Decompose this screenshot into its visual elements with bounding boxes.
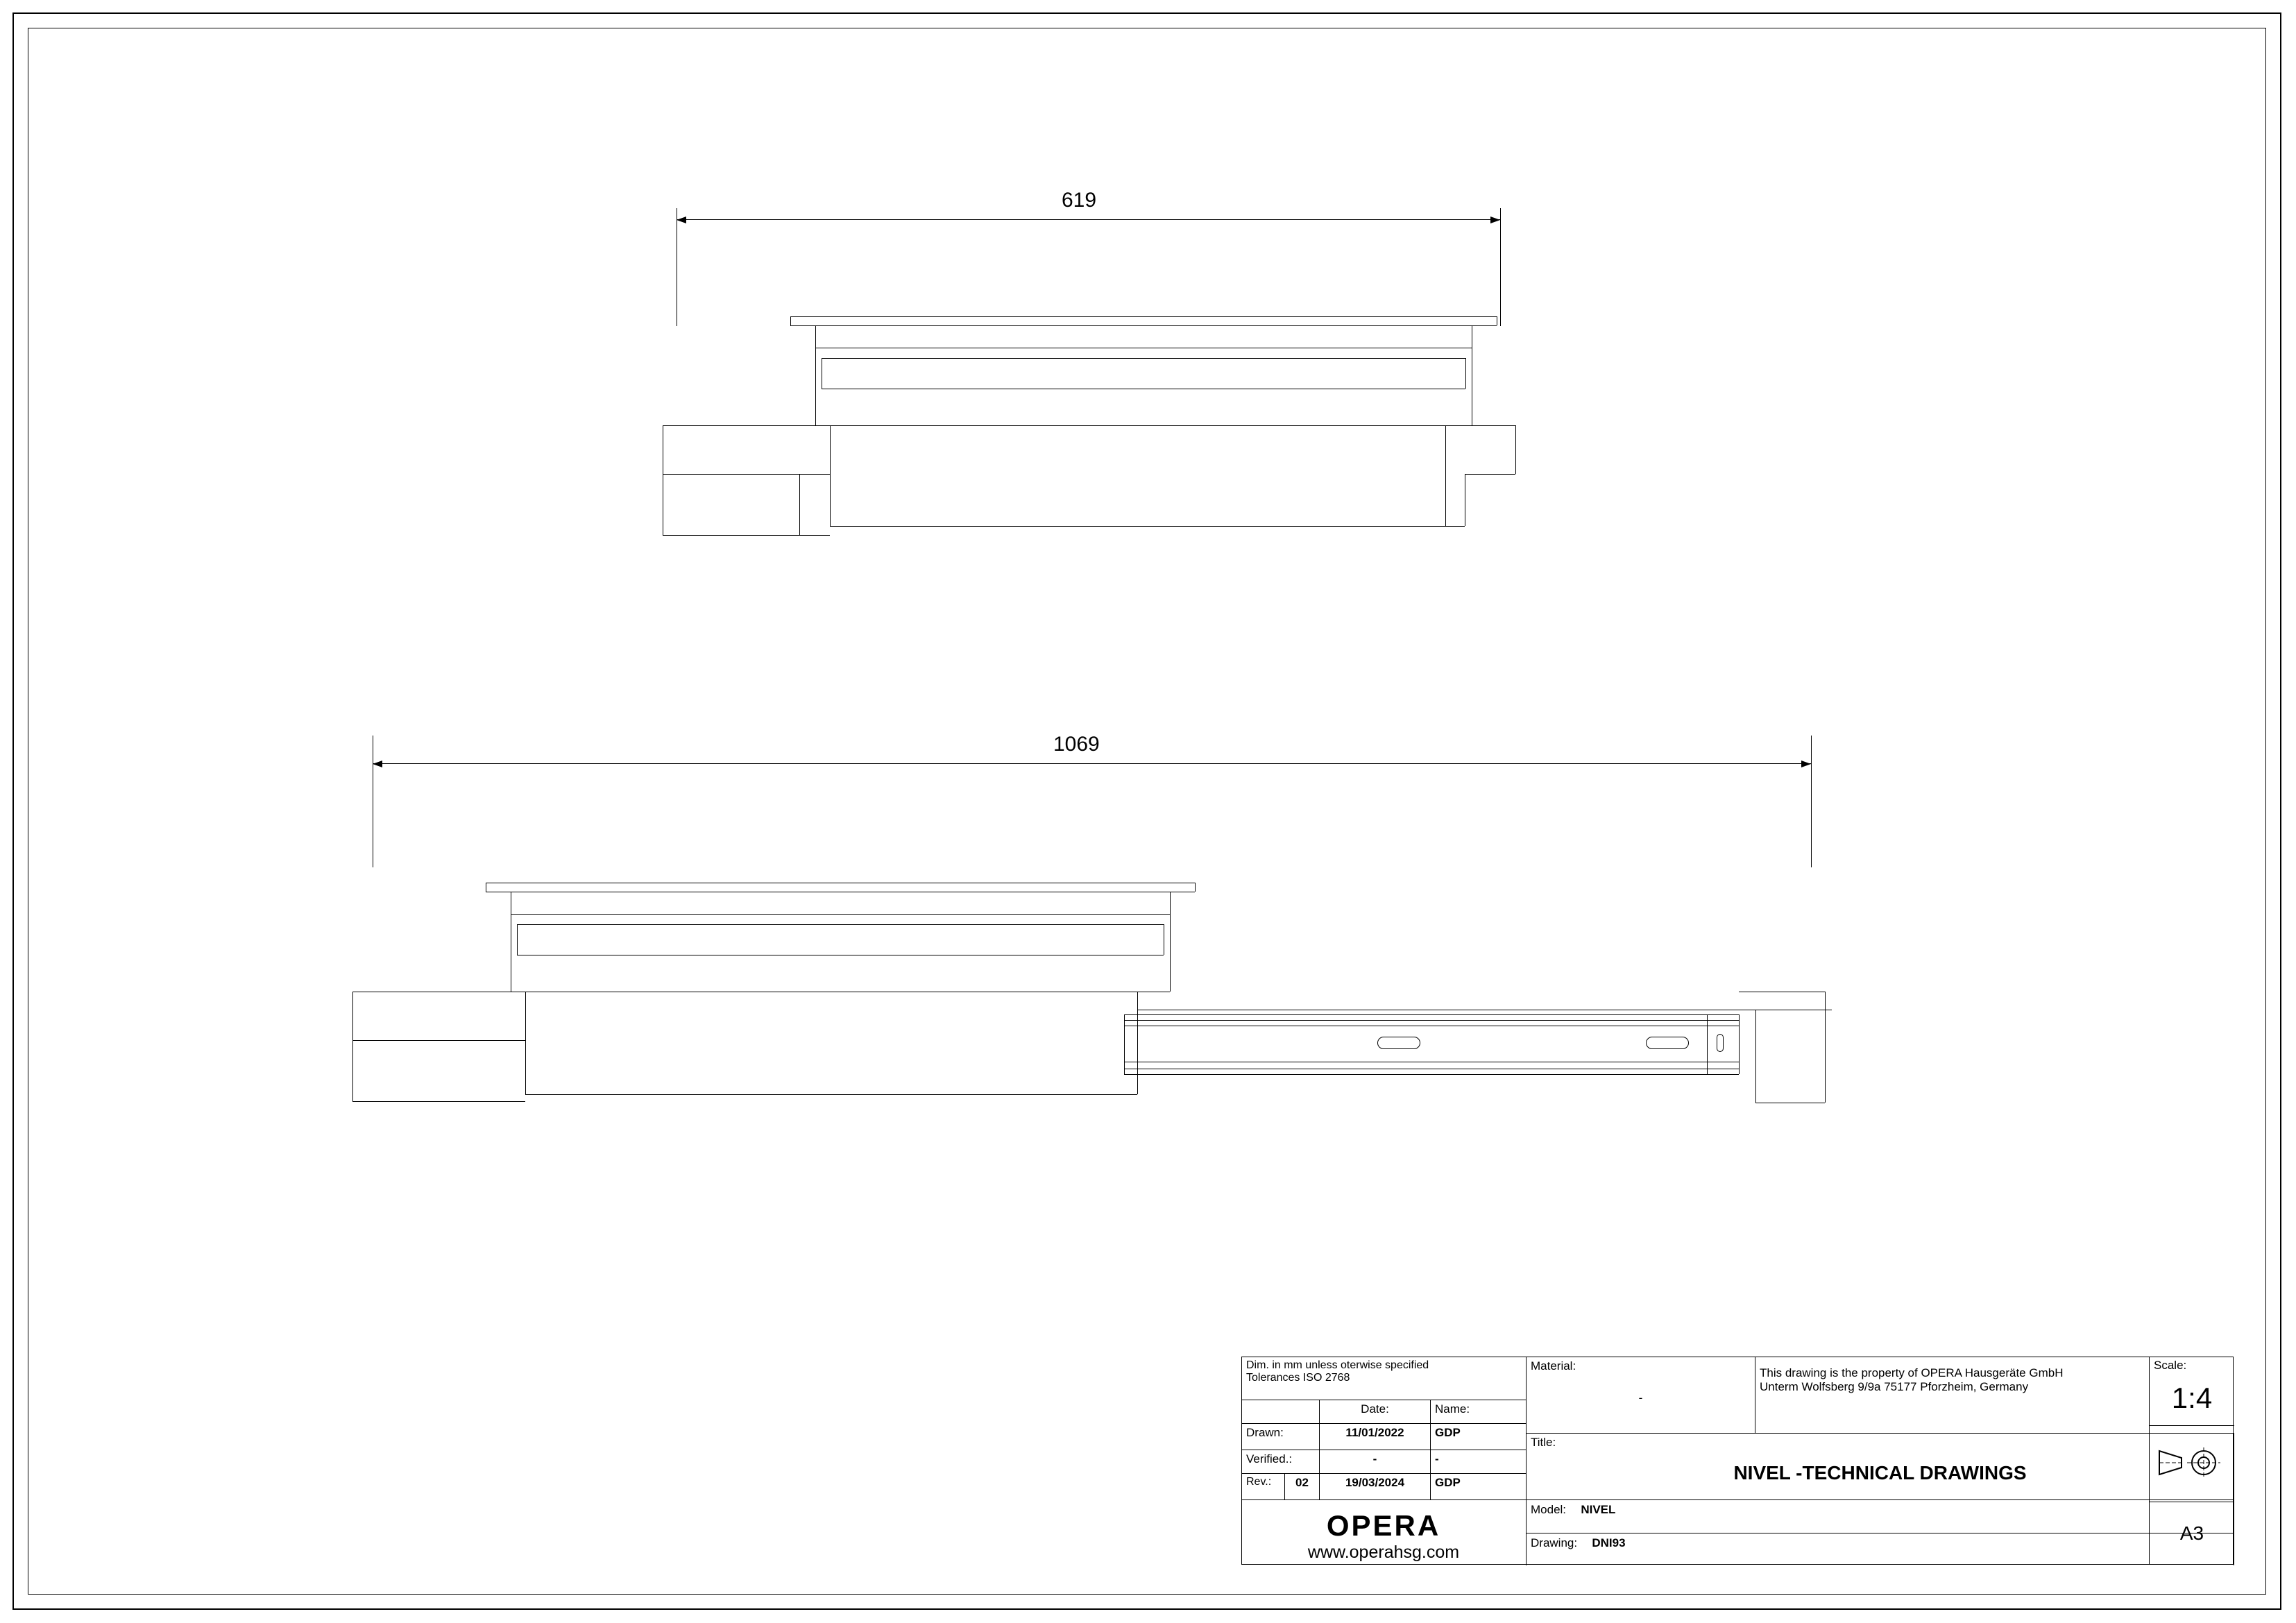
scale-format-column <box>2149 1357 2234 1565</box>
arrowhead-left-icon <box>677 216 686 223</box>
first-angle-projection-icon <box>2154 1447 2230 1479</box>
opera-website-url: www.operahsg.com <box>1307 1543 1460 1562</box>
body-band-left-edge <box>815 348 816 425</box>
left-bracket-bottom <box>352 1101 525 1102</box>
left-bracket-lower-left <box>352 1040 353 1101</box>
right-bracket-bottom <box>1445 526 1465 527</box>
opera-logo <box>1241 1509 1526 1565</box>
verified-date: - <box>1320 1450 1431 1474</box>
rail-left-cap <box>1124 1014 1125 1074</box>
body-band-top <box>511 914 1170 915</box>
rail-slot-1 <box>1377 1037 1420 1049</box>
drawn-label: Drawn: <box>1242 1424 1320 1450</box>
top-plate-right-edge <box>1195 883 1196 892</box>
name-header: Name: <box>1431 1400 1527 1424</box>
title-label: Title: <box>1531 1436 1556 1449</box>
property-note-line2: Unterm Wolfsberg 9/9a 75177 Pforzheim, Germany <box>1760 1380 2029 1393</box>
rev-date: 19/03/2024 <box>1320 1474 1431 1500</box>
title-cell <box>1527 1434 2234 1500</box>
date-header: Date: <box>1320 1400 1431 1424</box>
top-plate-tick-left <box>815 325 816 348</box>
scale-label: Scale: <box>2154 1359 2187 1372</box>
main-body-left-edge <box>830 425 831 526</box>
model-value: NIVEL <box>1581 1503 1616 1516</box>
drawing-label: Drawing: <box>1531 1536 1578 1549</box>
top-plate-lower-edge <box>790 325 1497 326</box>
rev-label: Rev.: <box>1242 1474 1285 1500</box>
dimension-value: 1069 <box>1053 733 1100 756</box>
model-label: Model: <box>1531 1503 1567 1516</box>
extension-line-right <box>1500 208 1501 326</box>
right-bracket-right <box>1515 425 1516 474</box>
left-bracket-bottom <box>663 535 830 536</box>
right-bracket-top <box>1445 425 1515 426</box>
material-cell <box>1527 1357 1755 1434</box>
title-value: NIVEL -TECHNICAL DRAWINGS <box>1733 1462 2027 1484</box>
body-band-inner-top <box>517 924 1164 925</box>
arrowhead-left-icon <box>373 760 382 767</box>
rail-body-bottom <box>1124 1074 1739 1075</box>
material-label: Material: <box>1531 1359 1576 1373</box>
property-note-line1: This drawing is the property of OPERA Hausgeräte GmbH <box>1760 1366 2064 1379</box>
left-bracket-mid <box>352 1040 525 1041</box>
rail-inner-line-1 <box>1124 1020 1739 1021</box>
left-bracket-left <box>352 992 353 1040</box>
extension-line-right <box>1811 736 1812 867</box>
left-bracket-mid <box>663 474 830 475</box>
projection-symbol-cell <box>2150 1426 2234 1502</box>
signature-col-header <box>1242 1400 1320 1424</box>
drawn-name: GDP <box>1431 1424 1527 1450</box>
sheet-format-value: A3 <box>2179 1522 2204 1544</box>
main-body-right-edge <box>1137 992 1138 1094</box>
top-plate-upper-edge <box>790 316 1497 317</box>
main-body-right-edge <box>1445 425 1446 526</box>
top-plate-left-edge <box>790 316 791 325</box>
tolerance-note-line1: Dim. in mm unless oterwise specified <box>1246 1359 1429 1371</box>
main-body-bottom-edge <box>525 1094 1137 1095</box>
rev-name: GDP <box>1431 1474 1527 1500</box>
rail-slot-3 <box>1717 1034 1724 1052</box>
tolerance-notes <box>1242 1357 1527 1400</box>
rev-number: 02 <box>1285 1474 1320 1500</box>
arrowhead-right-icon <box>1490 216 1500 223</box>
left-bracket-top <box>663 425 830 426</box>
material-value: - <box>1638 1391 1643 1404</box>
drawn-date: 11/01/2022 <box>1320 1424 1431 1450</box>
drawing-value: DNI93 <box>1592 1536 1626 1549</box>
top-plate-tick-right <box>1170 892 1171 914</box>
verified-name: - <box>1431 1450 1527 1474</box>
body-band-right-edge <box>1170 914 1171 992</box>
opera-wordmark: OPERA <box>1326 1509 1441 1542</box>
rail-divider <box>1707 1014 1708 1074</box>
body-band-inner-top <box>822 358 1465 359</box>
dimension-line <box>373 763 1811 764</box>
right-bracket-step <box>1465 474 1515 475</box>
model-cell <box>1527 1500 2234 1533</box>
rail-right-cap <box>1739 1014 1740 1074</box>
main-body-bottom-edge <box>830 526 1445 527</box>
arrowhead-right-icon <box>1801 760 1811 767</box>
drawing-number-cell <box>1527 1533 2234 1565</box>
body-band-bottom <box>815 425 1472 426</box>
dimension-line <box>677 219 1500 220</box>
main-body-left-edge <box>525 992 526 1094</box>
tolerance-note-line2: Tolerances ISO 2768 <box>1246 1372 1350 1384</box>
body-band-inner-left <box>517 924 518 955</box>
left-bracket-inner-vert <box>799 474 800 535</box>
dimension-value: 619 <box>1062 189 1097 212</box>
rail-body-top <box>1124 1014 1739 1015</box>
body-band-inner-right <box>1465 358 1466 389</box>
verified-label: Verified.: <box>1242 1450 1320 1474</box>
scale-value: 1:4 <box>2150 1382 2234 1426</box>
right-bracket-right <box>1825 992 1826 1103</box>
rail-slot-2 <box>1646 1037 1689 1049</box>
right-bracket-inner-vert <box>1755 1010 1756 1103</box>
